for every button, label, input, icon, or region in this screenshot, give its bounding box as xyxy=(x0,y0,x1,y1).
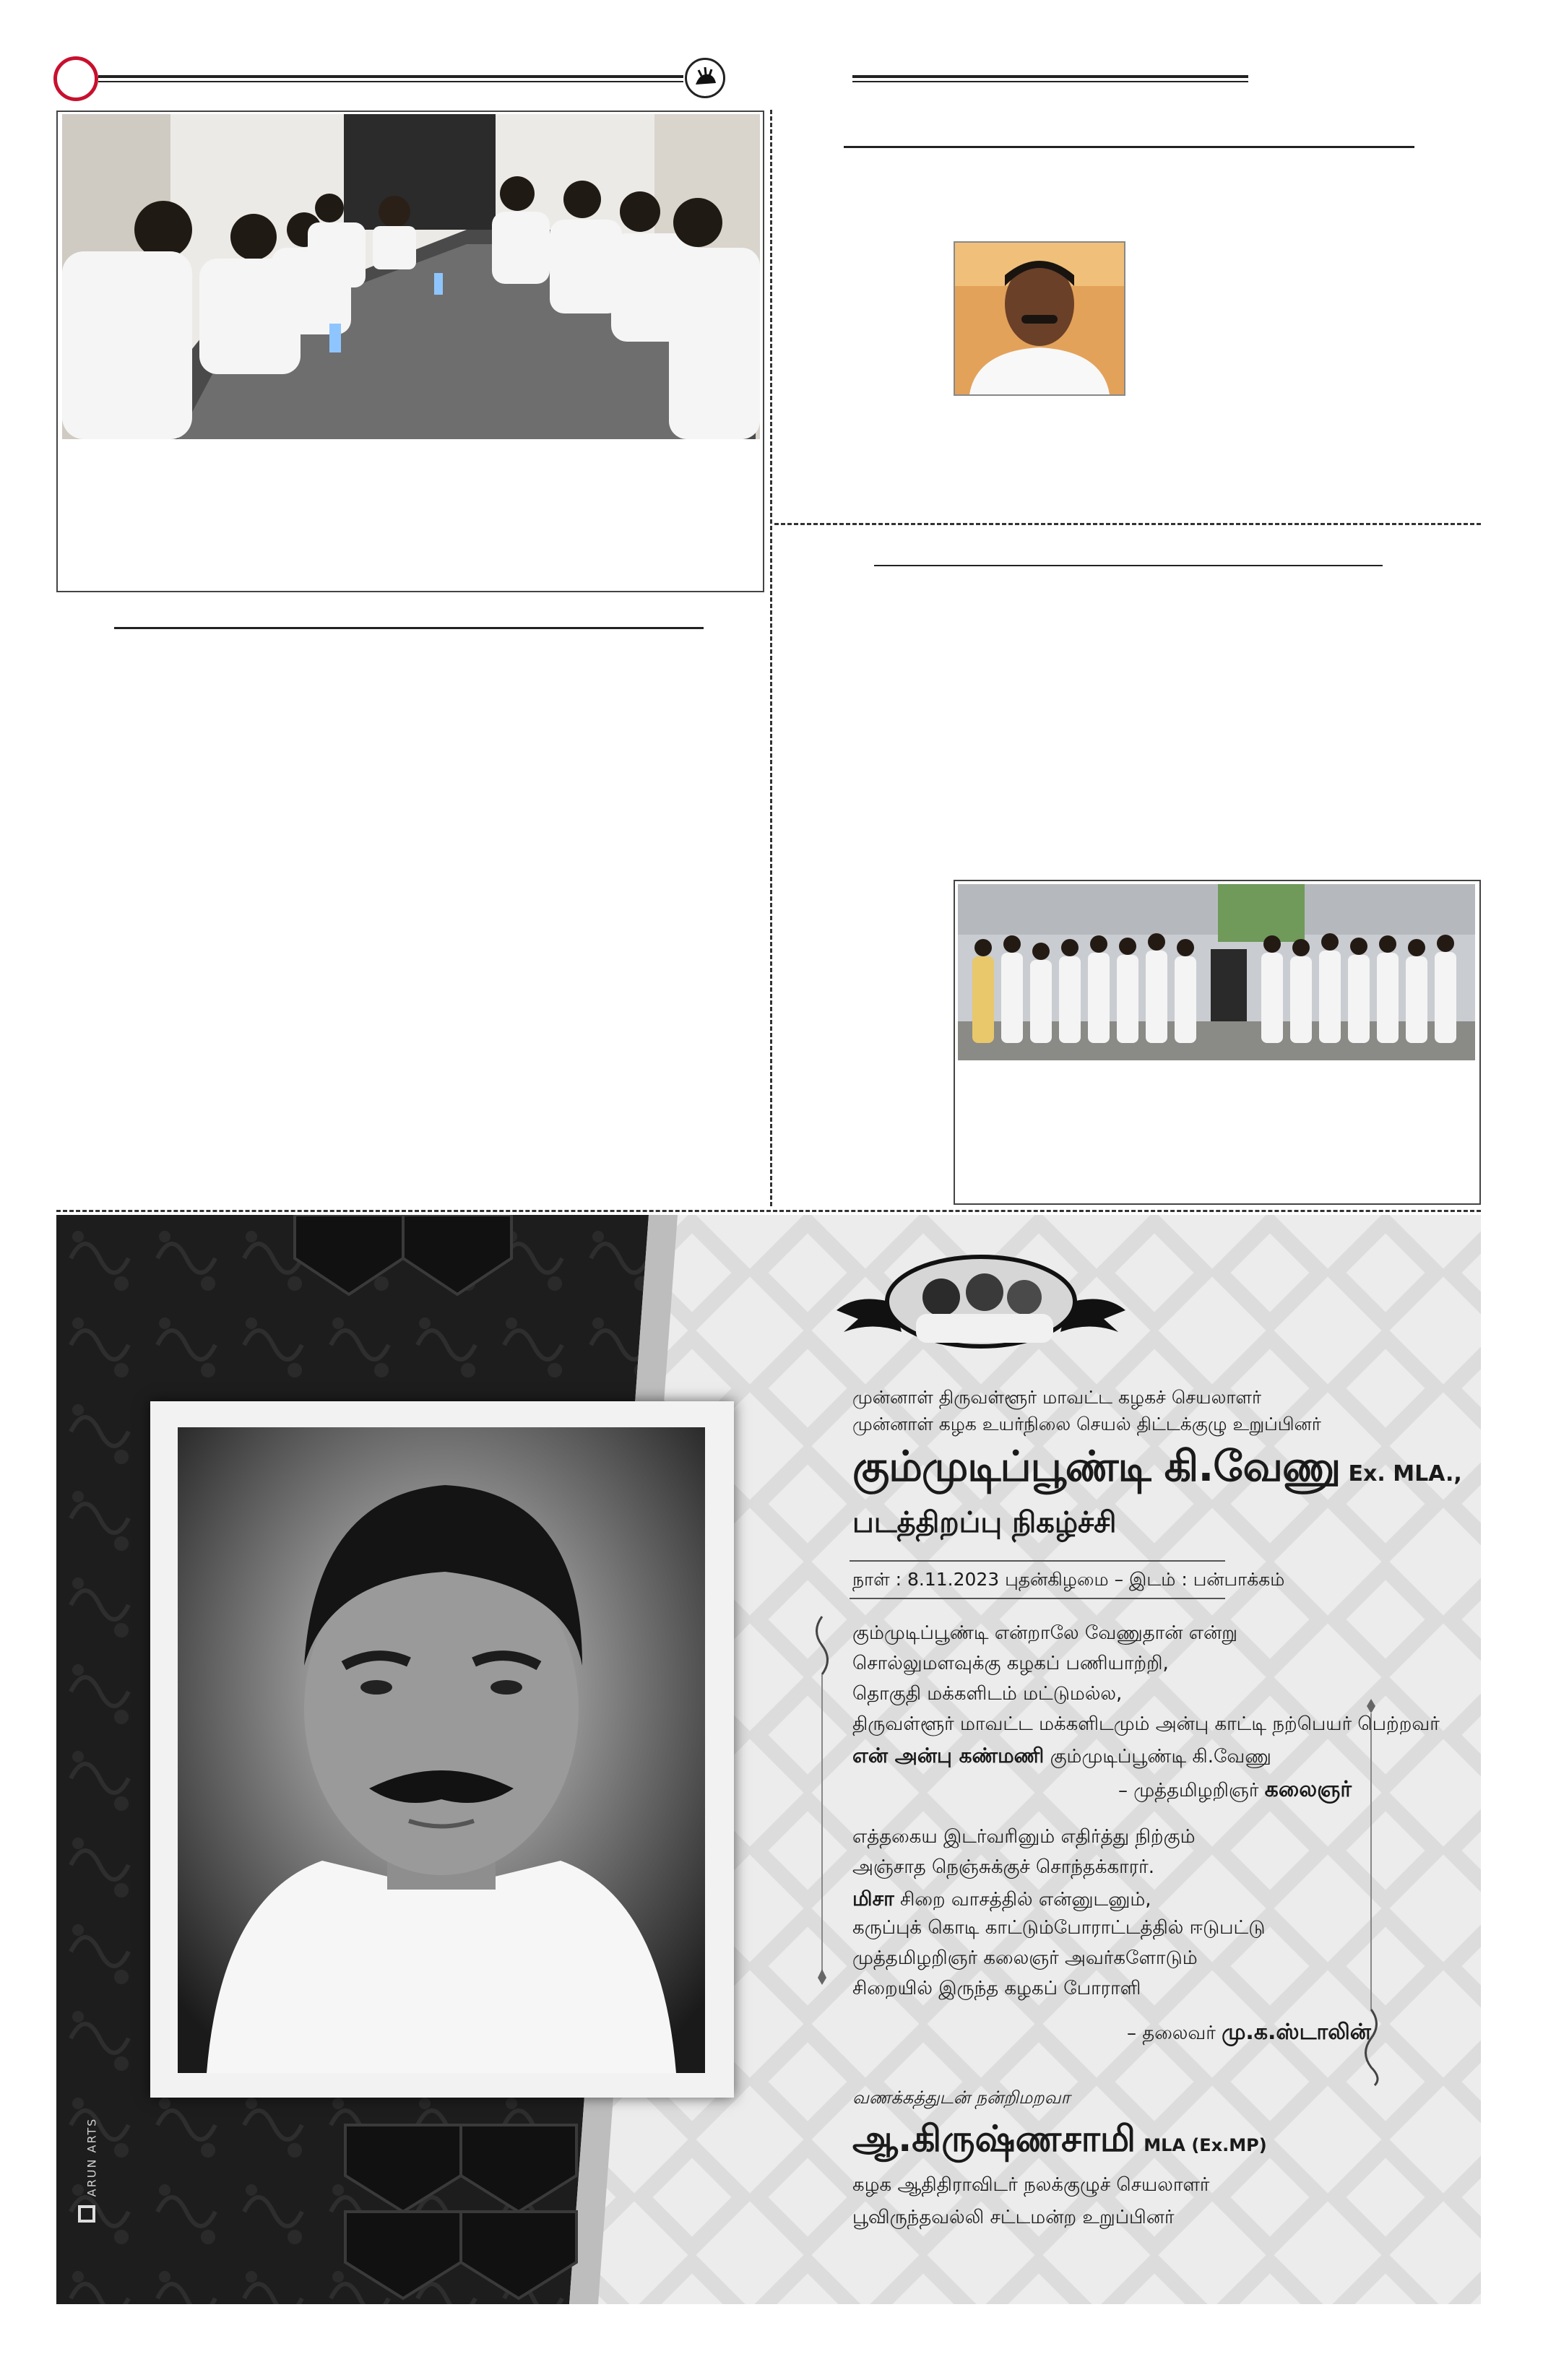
quote1-line-3: தொகுதி மக்களிடம் மட்டுமல்ல, xyxy=(852,1683,1123,1705)
date-venue: நாள் : 8.11.2023 புதன்கிழமை – இடம் : பன்பாக்கம் xyxy=(852,1569,1285,1590)
sender-name: ஆ.கிருஷ்ணசாமி xyxy=(852,2118,1136,2160)
brand-square-icon xyxy=(78,2205,95,2223)
event-title: படத்திறப்பு நிகழ்ச்சி xyxy=(852,1506,1117,1539)
date-rule xyxy=(850,1598,1225,1599)
right-headline-rule-2 xyxy=(844,146,1414,148)
right-section-divider xyxy=(774,523,1481,525)
sender-role-2: பூவிருந்தவல்லி சட்டமன்ற உறுப்பினர் xyxy=(852,2207,1175,2228)
left-ornament-icon xyxy=(808,1609,837,1985)
quote2-line-3-bold: மிசா xyxy=(852,1887,894,1911)
header-rule xyxy=(98,75,683,78)
quote2-attribution-name: மு.க.ஸ்டாலின் xyxy=(1222,2020,1371,2045)
group-photo xyxy=(958,884,1475,1060)
event-rule xyxy=(850,1560,1225,1562)
quote1-line-5 xyxy=(852,1744,1271,1770)
quote1-line-5-bold: என் அன்பு கண்மணி xyxy=(852,1744,1045,1767)
quote2-line-1: எத்தகைய இடர்வரினும் எதிர்த்து நிற்கும் xyxy=(852,1826,1196,1848)
honoree-name-text: கும்முடிப்பூண்டி கி.வேணு xyxy=(852,1442,1341,1491)
right-headline-rule-3 xyxy=(874,565,1383,566)
quote1-attribution-prefix: – முத்தமிழறிஞர் xyxy=(1118,1780,1259,1801)
sender-name-row xyxy=(852,2118,1267,2165)
left-headline-rule xyxy=(114,627,704,629)
tribute-label: வணக்கத்துடன் நன்றிமறவா xyxy=(852,2087,1071,2108)
honoree-name-suffix: Ex. MLA., xyxy=(1348,1461,1462,1487)
red-circle-icon xyxy=(57,60,95,98)
honoree-name xyxy=(852,1442,1462,1497)
header-rule-thin xyxy=(98,81,683,82)
brand-mark xyxy=(78,2114,107,2223)
quote1-line-5-rest: கும்முடிப்பூண்டி கி.வேணு xyxy=(1050,1746,1271,1767)
intro-line-2: முன்னாள் கழக உயர்நிலை செயல் திட்டக்குழு உறுப்பினர் xyxy=(852,1414,1321,1435)
brand-mark-text: ARUN ARTS xyxy=(85,2117,99,2197)
portrait-photo xyxy=(954,241,1125,396)
column-divider xyxy=(770,110,772,1206)
right-headline-rule-1-thin xyxy=(852,81,1248,82)
quote1-attribution xyxy=(1118,1777,1352,1805)
intro-line-1: முன்னாள் திருவள்ளூர் மாவட்ட கழகச் செயலாளர் xyxy=(852,1387,1262,1408)
quote1-line-4: திருவள்ளூர் மாவட்ட மக்களிடமும் அன்பு காட்டி நற்பெயர் பெற்றவர் xyxy=(852,1713,1440,1735)
quote1-line-2: சொல்லுமளவுக்கு கழகப் பணியாற்றி, xyxy=(852,1653,1169,1674)
quote2-line-4: கருப்புக் கொடி காட்டும்போராட்டத்தில் ஈடுபட்டு xyxy=(852,1917,1266,1939)
right-headline-rule-1 xyxy=(852,75,1248,78)
rising-sun-icon xyxy=(685,58,725,98)
quote1-line-1: கும்முடிப்பூண்டி என்றாலே வேணுதான் என்று xyxy=(852,1622,1237,1644)
leaders-ribbon-emblem xyxy=(829,1252,1133,1361)
quote2-attribution-prefix: – தலைவர் xyxy=(1127,2022,1216,2044)
meeting-photo xyxy=(62,114,760,439)
sender-suffix: MLA (Ex.MP) xyxy=(1144,2135,1267,2155)
quote2-line-3 xyxy=(852,1887,1151,1913)
memorial-portrait xyxy=(178,1427,705,2073)
sender-role-1: கழக ஆதிதிராவிடர் நலக்குழுச் செயலாளர் xyxy=(852,2174,1210,2196)
header-left-emblem xyxy=(53,56,98,101)
quote2-line-5: முத்தமிழறிஞர் கலைஞர் அவர்களோடும் xyxy=(852,1947,1198,1969)
quote2-line-6: சிறையில் இருந்த கழகப் போராளி xyxy=(852,1978,1141,1999)
quote2-attribution xyxy=(1127,2020,1371,2048)
quote2-line-2: அஞ்சாத நெஞ்சுக்குச் சொந்தக்காரர். xyxy=(852,1856,1155,1878)
quote1-attribution-name: கலைஞர் xyxy=(1264,1777,1352,1802)
ad-top-divider xyxy=(56,1210,1481,1212)
quote2-line-3-rest: சிறை வாசத்தில் என்னுடனும், xyxy=(899,1889,1151,1911)
